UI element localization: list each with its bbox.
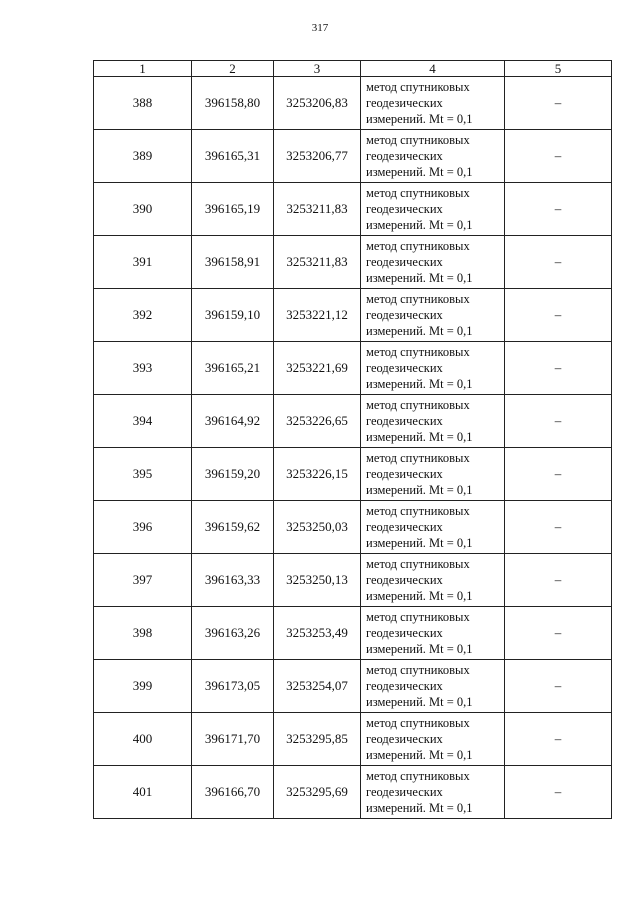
method-line: измерений. Mt = 0,1	[366, 748, 473, 762]
coordinate-x: 396171,70	[192, 713, 274, 766]
table-row	[94, 77, 612, 130]
note-value: –	[505, 236, 612, 289]
point-number: 391	[94, 236, 192, 289]
method-line: геодезических	[366, 255, 443, 269]
note-value: –	[505, 554, 612, 607]
page-number: 317	[311, 22, 329, 34]
note-value: –	[505, 660, 612, 713]
table-row	[94, 713, 612, 766]
coordinate-x: 396163,26	[192, 607, 274, 660]
method-line: метод спутниковых	[366, 345, 470, 359]
table-row	[94, 130, 612, 183]
method-line: измерений. Mt = 0,1	[366, 589, 473, 603]
table-row	[94, 236, 612, 289]
coordinate-x: 396173,05	[192, 660, 274, 713]
method-line: геодезических	[366, 202, 443, 216]
point-number: 393	[94, 342, 192, 395]
point-number: 388	[94, 77, 192, 130]
table-row	[94, 183, 612, 236]
method-line: измерений. Mt = 0,1	[366, 430, 473, 444]
point-number: 395	[94, 448, 192, 501]
coordinate-y: 3253295,85	[274, 713, 361, 766]
table-row	[94, 660, 612, 713]
table-body	[94, 77, 612, 819]
method-line: геодезических	[366, 626, 443, 640]
method-line: метод спутниковых	[366, 292, 470, 306]
coordinate-y: 3253250,13	[274, 554, 361, 607]
method-line: геодезических	[366, 520, 443, 534]
point-number: 392	[94, 289, 192, 342]
method-line: измерений. Mt = 0,1	[366, 165, 473, 179]
method-description	[361, 77, 505, 130]
table-row	[94, 607, 612, 660]
point-number: 401	[94, 766, 192, 819]
method-line: геодезических	[366, 785, 443, 799]
header-col-5: 5	[505, 61, 612, 77]
method-line: измерений. Mt = 0,1	[366, 801, 473, 815]
method-description	[361, 660, 505, 713]
table-row	[94, 289, 612, 342]
coordinate-x: 396165,31	[192, 130, 274, 183]
method-line: измерений. Mt = 0,1	[366, 324, 473, 338]
method-line: измерений. Mt = 0,1	[366, 377, 473, 391]
note-value: –	[505, 448, 612, 501]
method-line: измерений. Mt = 0,1	[366, 271, 473, 285]
header-col-4: 4	[361, 61, 505, 77]
method-line: метод спутниковых	[366, 133, 470, 147]
coordinate-y: 3253295,69	[274, 766, 361, 819]
method-line: метод спутниковых	[366, 663, 470, 677]
method-line: измерений. Mt = 0,1	[366, 642, 473, 656]
coordinate-x: 396159,62	[192, 501, 274, 554]
coordinate-x: 396159,10	[192, 289, 274, 342]
method-line: метод спутниковых	[366, 451, 470, 465]
method-line: геодезических	[366, 149, 443, 163]
method-description	[361, 342, 505, 395]
note-value: –	[505, 183, 612, 236]
method-description	[361, 713, 505, 766]
method-description	[361, 766, 505, 819]
method-description	[361, 554, 505, 607]
method-line: измерений. Mt = 0,1	[366, 112, 473, 126]
method-line: измерений. Mt = 0,1	[366, 536, 473, 550]
coordinate-y: 3253221,69	[274, 342, 361, 395]
table-row	[94, 342, 612, 395]
method-line: метод спутниковых	[366, 504, 470, 518]
method-line: метод спутниковых	[366, 557, 470, 571]
method-line: измерений. Mt = 0,1	[366, 483, 473, 497]
coordinate-y: 3253206,77	[274, 130, 361, 183]
coordinate-y: 3253226,15	[274, 448, 361, 501]
method-line: измерений. Mt = 0,1	[366, 218, 473, 232]
table-row	[94, 766, 612, 819]
method-line: геодезических	[366, 361, 443, 375]
note-value: –	[505, 766, 612, 819]
header-col-2: 2	[192, 61, 274, 77]
method-description	[361, 130, 505, 183]
note-value: –	[505, 713, 612, 766]
coordinate-x: 396164,92	[192, 395, 274, 448]
method-description	[361, 236, 505, 289]
method-line: метод спутниковых	[366, 186, 470, 200]
method-description	[361, 607, 505, 660]
coordinate-x: 396163,33	[192, 554, 274, 607]
note-value: –	[505, 501, 612, 554]
coordinate-x: 396159,20	[192, 448, 274, 501]
note-value: –	[505, 77, 612, 130]
method-line: геодезических	[366, 96, 443, 110]
method-description	[361, 183, 505, 236]
coordinate-y: 3253211,83	[274, 236, 361, 289]
method-description	[361, 395, 505, 448]
method-line: геодезических	[366, 732, 443, 746]
method-description	[361, 448, 505, 501]
note-value: –	[505, 607, 612, 660]
coordinate-x: 396158,91	[192, 236, 274, 289]
table-header-row	[94, 61, 612, 77]
note-value: –	[505, 395, 612, 448]
point-number: 390	[94, 183, 192, 236]
coordinate-y: 3253221,12	[274, 289, 361, 342]
coordinates-table	[93, 60, 612, 819]
method-line: метод спутниковых	[366, 239, 470, 253]
coordinate-y: 3253250,03	[274, 501, 361, 554]
coordinate-x: 396166,70	[192, 766, 274, 819]
table-row	[94, 395, 612, 448]
note-value: –	[505, 130, 612, 183]
point-number: 399	[94, 660, 192, 713]
coordinate-y: 3253211,83	[274, 183, 361, 236]
method-line: геодезических	[366, 414, 443, 428]
method-line: геодезических	[366, 573, 443, 587]
method-line: метод спутниковых	[366, 398, 470, 412]
method-line: метод спутниковых	[366, 769, 470, 783]
coordinate-y: 3253253,49	[274, 607, 361, 660]
coordinate-x: 396165,21	[192, 342, 274, 395]
coordinate-x: 396158,80	[192, 77, 274, 130]
table-row	[94, 554, 612, 607]
note-value: –	[505, 342, 612, 395]
header-col-1: 1	[94, 61, 192, 77]
method-line: измерений. Mt = 0,1	[366, 695, 473, 709]
point-number: 400	[94, 713, 192, 766]
point-number: 394	[94, 395, 192, 448]
point-number: 389	[94, 130, 192, 183]
method-line: метод спутниковых	[366, 610, 470, 624]
table-row	[94, 501, 612, 554]
header-col-3: 3	[274, 61, 361, 77]
point-number: 398	[94, 607, 192, 660]
method-line: геодезических	[366, 308, 443, 322]
coordinate-y: 3253254,07	[274, 660, 361, 713]
method-description	[361, 289, 505, 342]
point-number: 396	[94, 501, 192, 554]
note-value: –	[505, 289, 612, 342]
coordinate-y: 3253226,65	[274, 395, 361, 448]
method-line: метод спутниковых	[366, 80, 470, 94]
method-description	[361, 501, 505, 554]
coordinate-x: 396165,19	[192, 183, 274, 236]
point-number: 397	[94, 554, 192, 607]
method-line: геодезических	[366, 679, 443, 693]
method-line: метод спутниковых	[366, 716, 470, 730]
coordinate-y: 3253206,83	[274, 77, 361, 130]
method-line: геодезических	[366, 467, 443, 481]
table-row	[94, 448, 612, 501]
